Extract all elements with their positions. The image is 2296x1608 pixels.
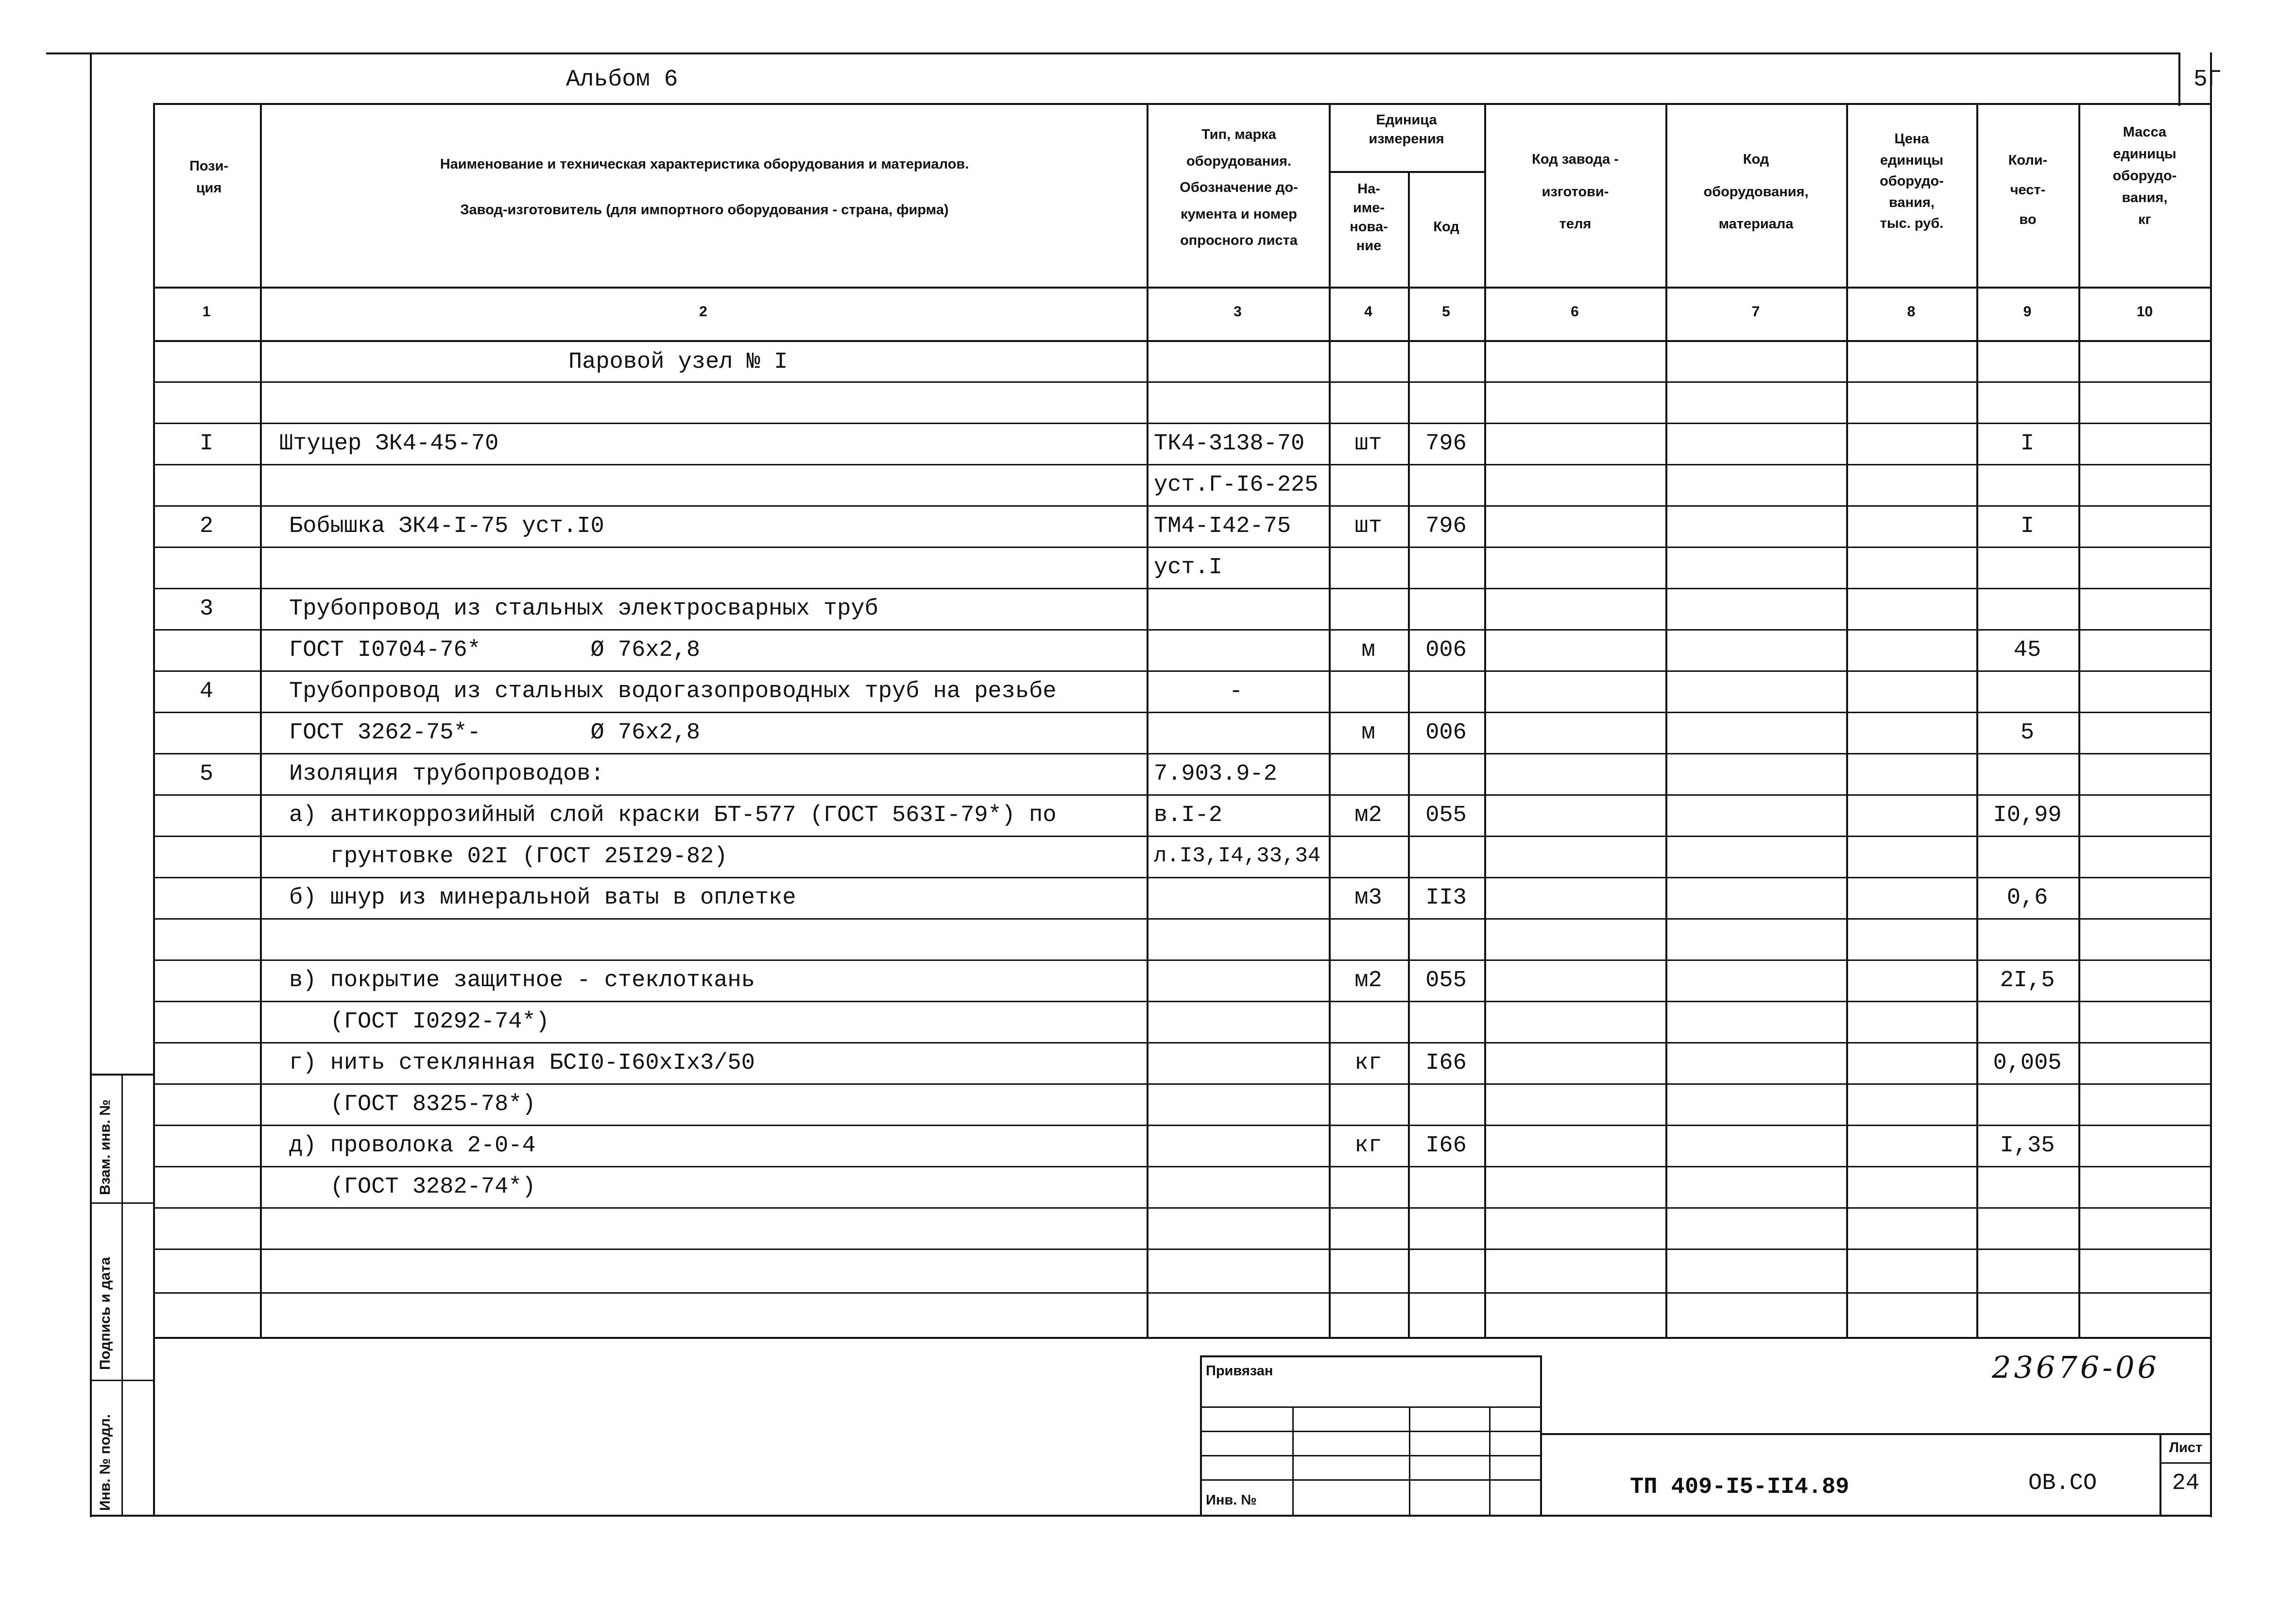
table-top bbox=[153, 103, 2211, 105]
header-bottom bbox=[153, 287, 2211, 289]
sheet-code-top: 5Г bbox=[2193, 67, 2222, 93]
header-col8: Цена единицы оборудо- вания, тыс. руб. bbox=[1880, 131, 1944, 231]
row-line bbox=[153, 1042, 2211, 1043]
row-line bbox=[153, 1207, 2211, 1209]
col-num-8: 8 bbox=[1907, 304, 1916, 320]
row-line bbox=[153, 1292, 2211, 1294]
side-label-vzam: Взам. инв. № bbox=[97, 1099, 113, 1195]
col-num-9: 9 bbox=[2023, 304, 2032, 320]
row-qty: I bbox=[2020, 513, 2035, 539]
row-pos: 5 bbox=[199, 761, 214, 787]
col-line-2 bbox=[1147, 103, 1148, 1337]
row-qty: I bbox=[2020, 431, 2035, 457]
row-code: 055 bbox=[1425, 803, 1467, 828]
row-line bbox=[153, 1166, 2211, 1167]
col-num-1: 1 bbox=[202, 304, 211, 320]
row-line bbox=[153, 959, 2211, 961]
row-unit: кг bbox=[1354, 1050, 1382, 1076]
row-line bbox=[153, 1001, 2211, 1002]
row-name: Изоляция трубопроводов: bbox=[289, 761, 604, 787]
row-pos: 3 bbox=[199, 596, 214, 622]
section-title: Паровой узел № I bbox=[568, 349, 788, 375]
row-name: д) проволока 2-0-4 bbox=[289, 1133, 536, 1159]
row-line bbox=[153, 877, 2211, 878]
row-doc: уст.Г-I6-225 bbox=[1154, 472, 1319, 498]
row-name: в) покрытие защитное - стеклоткань bbox=[289, 968, 755, 993]
row-line bbox=[153, 1125, 2211, 1126]
side-box-line bbox=[90, 1380, 153, 1381]
row-code: 006 bbox=[1425, 720, 1467, 746]
row-unit: м bbox=[1361, 637, 1375, 663]
row-code: 796 bbox=[1425, 513, 1467, 539]
col-num-3: 3 bbox=[1234, 304, 1242, 320]
row-doc: 7.903.9-2 bbox=[1154, 761, 1277, 787]
row-doc: - bbox=[1229, 679, 1243, 704]
side-box-left bbox=[90, 1074, 92, 1516]
row-name: ГОСТ 3262-75*- Ø 76х2,8 bbox=[289, 720, 701, 746]
row-line bbox=[153, 629, 2211, 631]
row-qty: I,35 bbox=[2000, 1133, 2055, 1159]
row-pos: 4 bbox=[199, 679, 214, 704]
col-num-10: 10 bbox=[2136, 304, 2153, 320]
row-name: ГОСТ I0704-76* Ø 76х2,8 bbox=[289, 637, 701, 663]
row-unit: кг bbox=[1354, 1133, 1382, 1159]
col-line-6 bbox=[1665, 103, 1667, 1337]
stamp-privyazan: Привязан bbox=[1206, 1363, 1273, 1379]
frame-top bbox=[46, 52, 2179, 54]
col-line-1 bbox=[260, 103, 262, 1337]
side-box-top bbox=[90, 1074, 153, 1076]
header-col10: Масса единицы оборудо- вания, кг bbox=[2112, 124, 2177, 227]
stamp-vline bbox=[1409, 1406, 1410, 1516]
row-qty: 0,6 bbox=[2006, 885, 2048, 911]
row-doc: ТК4-3138-70 bbox=[1154, 431, 1305, 457]
sheet-tab-line bbox=[2178, 52, 2180, 106]
row-name: (ГОСТ 3282-74*) bbox=[289, 1174, 536, 1200]
handwritten-number: 23676-06 bbox=[1992, 1350, 2160, 1385]
table-bottom bbox=[153, 1337, 2211, 1339]
row-pos: 2 bbox=[199, 513, 214, 539]
row-name: б) шнур из минеральной ваты в оплетке bbox=[289, 885, 796, 911]
row-unit: шт bbox=[1354, 431, 1382, 457]
row-doc: л.I3,I4,33,34 bbox=[1154, 844, 1321, 868]
frame-right bbox=[2210, 52, 2212, 1517]
stamp-right bbox=[1540, 1355, 1542, 1516]
row-code: 055 bbox=[1425, 968, 1467, 993]
header-col2-line2: Завод-изготовитель (для импортного оборудования - страна, фирма) bbox=[460, 202, 949, 218]
col-line-9 bbox=[2078, 103, 2080, 1337]
stamp-inv-no: Инв. № bbox=[1206, 1492, 1257, 1508]
col-num-7: 7 bbox=[1751, 304, 1760, 320]
row-line bbox=[153, 918, 2211, 920]
row-line bbox=[153, 1083, 2211, 1085]
row-unit: м2 bbox=[1354, 968, 1382, 993]
row-pos: I bbox=[199, 431, 214, 457]
col-num-6: 6 bbox=[1571, 304, 1579, 320]
row-doc: ТМ4-I42-75 bbox=[1154, 513, 1291, 539]
row-qty: 45 bbox=[2013, 637, 2041, 663]
col-num-2: 2 bbox=[699, 304, 707, 320]
sheet-number: 24 bbox=[2172, 1471, 2200, 1496]
row-line bbox=[153, 1249, 2211, 1250]
sheet-box-mid bbox=[2159, 1462, 2211, 1464]
header-col1: Пози- ция bbox=[189, 158, 229, 196]
sheet-label: Лист bbox=[2169, 1440, 2203, 1455]
row-line bbox=[153, 464, 2211, 465]
row-name: а) антикоррозийный слой краски БТ-577 (ГОСТ 563I-79*) по bbox=[289, 803, 1057, 828]
row-name: Трубопровод из стальных водогазопроводных труб на резьбе bbox=[289, 679, 1057, 704]
row-code: 796 bbox=[1425, 431, 1467, 457]
row-qty: 0,005 bbox=[1993, 1050, 2062, 1076]
row-line bbox=[153, 588, 2211, 589]
section-code: ОВ.СО bbox=[2028, 1471, 2097, 1496]
stamp-left bbox=[1200, 1355, 1202, 1516]
col-num-5: 5 bbox=[1442, 304, 1450, 320]
col-line-7 bbox=[1846, 103, 1848, 1337]
titleblock-line bbox=[1540, 1433, 2211, 1435]
row-name: Бобышка ЗК4-I-75 уст.I0 bbox=[289, 513, 604, 539]
row-name: Трубопровод из стальных электросварных труб bbox=[289, 596, 878, 622]
row-line bbox=[153, 712, 2211, 713]
row-qty: 2I,5 bbox=[2000, 968, 2055, 993]
row-line bbox=[153, 753, 2211, 754]
row-qty: I0,99 bbox=[1993, 803, 2062, 828]
row-line bbox=[153, 505, 2211, 507]
row-line bbox=[153, 423, 2211, 424]
row-line bbox=[153, 836, 2211, 837]
row-name: (ГОСТ I0292-74*) bbox=[289, 1009, 549, 1035]
row-line bbox=[153, 794, 2211, 796]
row-code: I66 bbox=[1425, 1133, 1467, 1159]
row-unit: м bbox=[1361, 720, 1375, 746]
doc-code: ТП 409-I5-II4.89 bbox=[1630, 1474, 1850, 1500]
side-box-right bbox=[153, 1074, 155, 1516]
stamp-top bbox=[1200, 1355, 1540, 1357]
header-col9: Коли- чест- во bbox=[2008, 153, 2048, 227]
side-label-podpis: Подпись и дата bbox=[97, 1257, 113, 1370]
header-col7: Код оборудования, материала bbox=[1703, 152, 1809, 232]
header-col4: На- име- нова- ние bbox=[1350, 181, 1388, 254]
row-doc: в.I-2 bbox=[1154, 803, 1223, 828]
row-line bbox=[153, 381, 2211, 383]
row-code: II3 bbox=[1425, 885, 1467, 911]
colnum-bottom bbox=[153, 340, 2211, 342]
header-col2-line1: Наименование и техническая характеристика оборудования и материалов. bbox=[440, 156, 969, 172]
row-name: Штуцер ЗК4-45-70 bbox=[279, 431, 499, 457]
album-title: Альбом 6 bbox=[566, 67, 678, 93]
row-name: грунтовке 02I (ГОСТ 25I29-82) bbox=[289, 844, 728, 870]
col-line-5 bbox=[1484, 103, 1486, 1337]
row-unit: м3 bbox=[1354, 885, 1382, 911]
row-doc: уст.I bbox=[1154, 555, 1223, 581]
row-unit: шт bbox=[1354, 513, 1382, 539]
side-box-mid bbox=[121, 1074, 123, 1516]
header-col3: Тип, марка оборудования. Обозначение до- кумента и номер опросного листа bbox=[1180, 127, 1298, 249]
row-code: I66 bbox=[1425, 1050, 1467, 1076]
row-line bbox=[153, 670, 2211, 672]
unit-divider bbox=[1329, 171, 1484, 173]
row-code: 006 bbox=[1425, 637, 1467, 663]
row-qty: 5 bbox=[2020, 720, 2035, 746]
frame-bottom bbox=[90, 1515, 2212, 1517]
header-col45: Единица измерения bbox=[1369, 112, 1444, 147]
header-col6: Код завода - изготови- теля bbox=[1532, 152, 1619, 232]
side-label-inv-podl: Инв. № подл. bbox=[97, 1414, 113, 1511]
row-name: (ГОСТ 8325-78*) bbox=[289, 1092, 536, 1117]
stamp-vline bbox=[1489, 1406, 1491, 1516]
col-num-4: 4 bbox=[1364, 304, 1372, 320]
header-col5: Код bbox=[1433, 219, 1459, 235]
row-name: г) нить стеклянная БСI0-I60хIх3/50 bbox=[289, 1050, 755, 1076]
side-box-line bbox=[90, 1202, 153, 1204]
stamp-vline bbox=[1292, 1406, 1294, 1516]
row-unit: м2 bbox=[1354, 803, 1382, 828]
row-line bbox=[153, 547, 2211, 548]
